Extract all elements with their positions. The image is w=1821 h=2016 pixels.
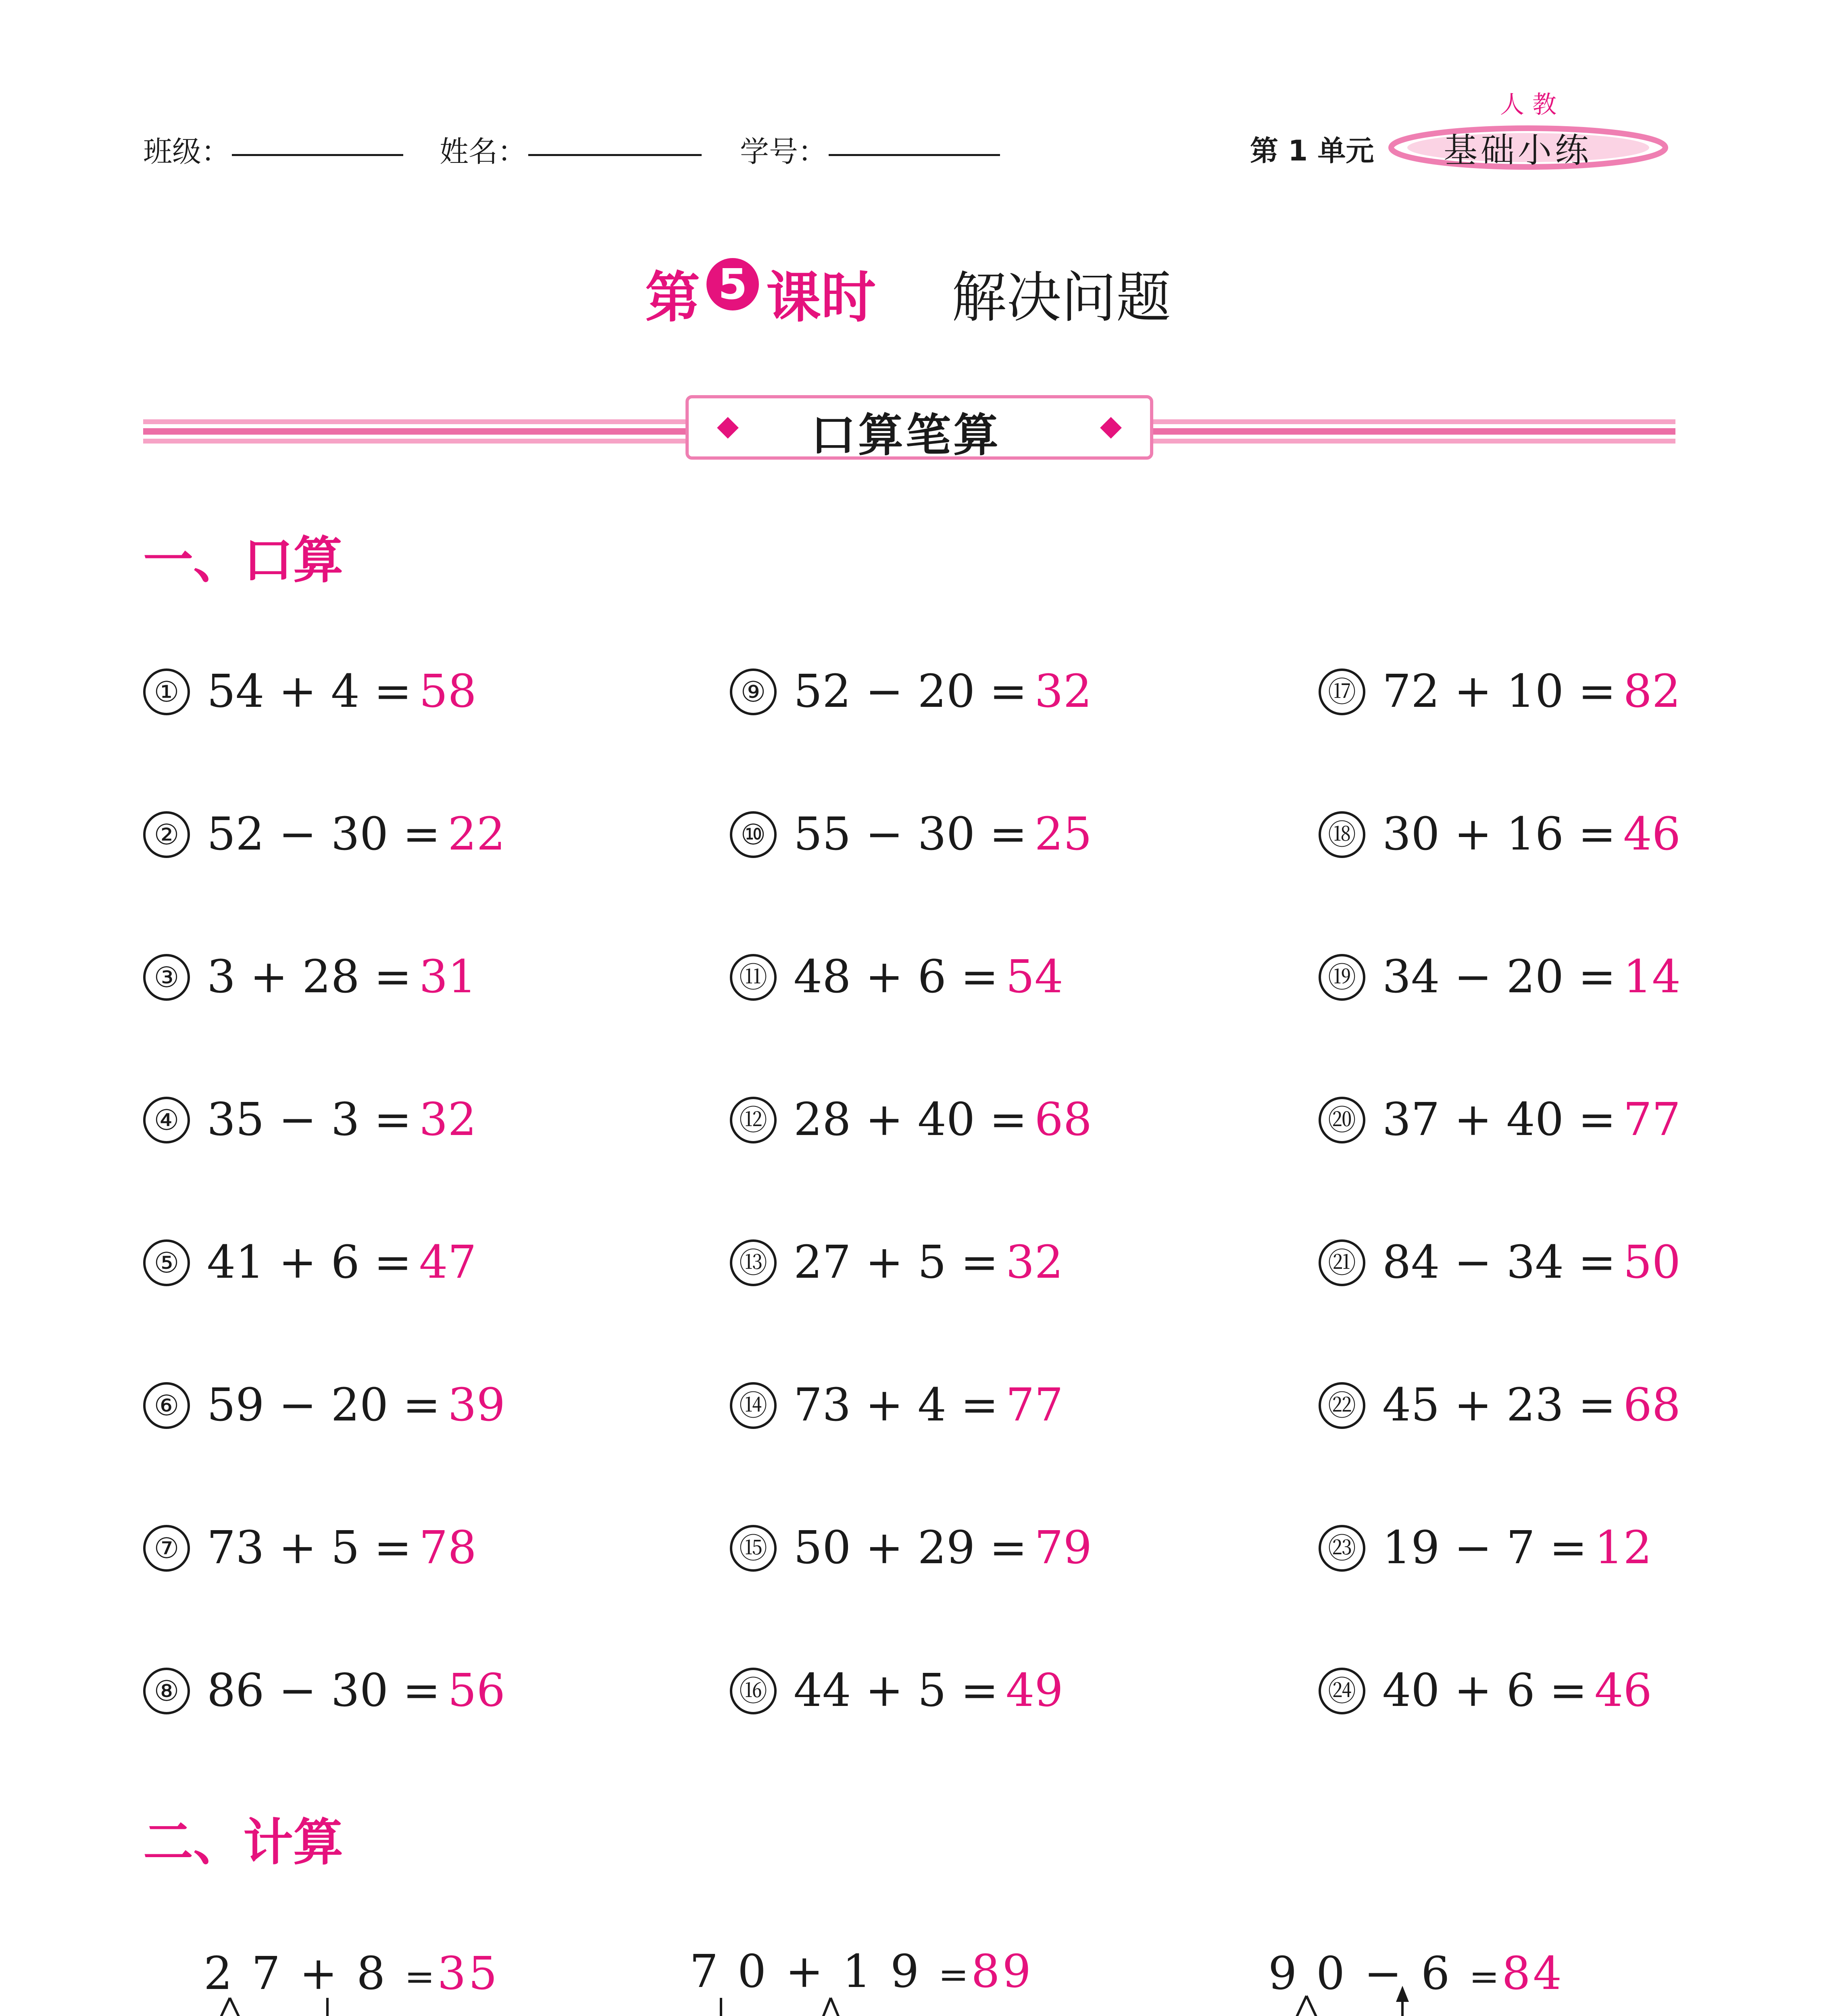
item-number: ⑧: [143, 1668, 190, 1714]
brand-main-text: 基础小练: [1444, 131, 1592, 170]
item-expression: 59 − 20 =: [207, 1379, 441, 1431]
item-answer: 32: [419, 1093, 477, 1146]
item-answer: 82: [1623, 665, 1681, 718]
item-answer: 32: [1034, 665, 1092, 718]
item-expression: 40 + 6 =: [1382, 1664, 1588, 1717]
item-number: ⑳: [1319, 1097, 1365, 1143]
item-number: ㉓: [1319, 1525, 1365, 1572]
item-number: ⑭: [730, 1382, 777, 1429]
item-number: ⑪: [730, 954, 777, 1001]
item-expression: 3 + 28 =: [207, 951, 412, 1003]
item-answer: 77: [1006, 1379, 1063, 1431]
diagram3-answer: 84: [1502, 1947, 1564, 2000]
item-answer: 77: [1623, 1093, 1681, 1146]
item-expression: 44 + 5 =: [794, 1664, 999, 1717]
item-answer: 14: [1623, 951, 1681, 1003]
item-expression: 73 + 5 =: [207, 1522, 412, 1574]
item-expression: 45 + 23 =: [1382, 1379, 1616, 1431]
item-expression: 30 + 16 =: [1382, 808, 1616, 860]
lesson-number-badge: 5: [706, 258, 759, 310]
item-expression: 50 + 29 =: [794, 1522, 1027, 1574]
item-expression: 41 + 6 =: [207, 1236, 412, 1289]
item-number: ⑥: [143, 1382, 190, 1429]
diagram1-expression: 2 7 + 8 =35: [204, 1947, 500, 2000]
diagram2-expression: 7 0 + 1 9 =89: [690, 1945, 1033, 1998]
item-expression: 84 − 34 =: [1382, 1236, 1616, 1289]
item-answer: 78: [419, 1522, 477, 1574]
item-answer: 50: [1623, 1236, 1681, 1289]
item-answer: 79: [1034, 1522, 1092, 1574]
item-expression: 28 + 40 =: [794, 1093, 1027, 1146]
unit-label: 第 1 单元: [1250, 134, 1374, 167]
item-expression: 54 + 4 =: [207, 665, 412, 718]
item-expression: 52 − 20 =: [794, 665, 1027, 718]
item-answer: 58: [419, 665, 477, 718]
item-expression: 19 − 7 =: [1382, 1522, 1588, 1574]
diagram2-answer: 89: [971, 1945, 1033, 1998]
item-expression: 35 − 3 =: [207, 1093, 412, 1146]
item-answer: 68: [1623, 1379, 1681, 1431]
item-expression: 73 + 4 =: [794, 1379, 999, 1431]
item-number: ⑲: [1319, 954, 1365, 1001]
brand-top-text: 人教: [1500, 91, 1565, 119]
banner-title: 口算笔算: [810, 409, 1001, 462]
item-expression: 34 − 20 =: [1382, 951, 1616, 1003]
item-expression: 86 − 30 =: [207, 1664, 441, 1717]
section-heading-mental-math: 一、口算: [143, 531, 344, 589]
item-expression: 55 − 30 =: [794, 808, 1027, 860]
item-expression: 72 + 10 =: [1382, 665, 1616, 718]
item-number: ⑤: [143, 1239, 190, 1286]
item-answer: 32: [1006, 1236, 1063, 1289]
item-number: ⑨: [730, 669, 777, 715]
item-number: ⑮: [730, 1525, 777, 1572]
title-prefix: 第: [645, 266, 700, 330]
item-answer: 22: [448, 808, 506, 860]
item-answer: 47: [419, 1236, 477, 1289]
item-expression: 27 + 5 =: [794, 1236, 999, 1289]
item-number: ⑰: [1319, 669, 1365, 715]
item-answer: 46: [1594, 1664, 1652, 1717]
name-label: 姓名：: [440, 135, 527, 169]
page-title: 解决问题: [952, 266, 1171, 330]
item-number: ③: [143, 954, 190, 1001]
item-answer: 54: [1006, 951, 1063, 1003]
item-answer: 56: [448, 1664, 506, 1717]
item-answer: 68: [1034, 1093, 1092, 1146]
item-expression: 48 + 6 =: [794, 951, 999, 1003]
item-number: ⑬: [730, 1239, 777, 1286]
item-number: ㉒: [1319, 1382, 1365, 1429]
class-label: 班级：: [143, 135, 231, 169]
student-id-label: 学号：: [740, 135, 827, 169]
item-number: ㉑: [1319, 1239, 1365, 1286]
item-answer: 49: [1006, 1664, 1063, 1717]
item-answer: 31: [419, 951, 477, 1003]
item-answer: 25: [1034, 808, 1092, 860]
item-expression: 52 − 30 =: [207, 808, 441, 860]
item-number: ⑦: [143, 1525, 190, 1572]
item-number: ⑯: [730, 1668, 777, 1714]
section-heading-calculation: 二、计算: [143, 1814, 344, 1872]
item-number: ②: [143, 811, 190, 858]
item-number: ㉔: [1319, 1668, 1365, 1714]
item-answer: 12: [1594, 1522, 1652, 1574]
item-expression: 37 + 40 =: [1382, 1093, 1616, 1146]
title-suffix: 课时: [766, 266, 876, 330]
item-number: ⑱: [1319, 811, 1365, 858]
item-answer: 39: [448, 1379, 506, 1431]
item-number: ④: [143, 1097, 190, 1143]
item-number: ①: [143, 669, 190, 715]
item-number: ⑩: [730, 811, 777, 858]
diagram3-expression: 9 0 − 6 =84: [1268, 1947, 1564, 2000]
diagram1-answer: 35: [437, 1947, 500, 2000]
item-answer: 46: [1623, 808, 1681, 860]
item-number: ⑫: [730, 1097, 777, 1143]
